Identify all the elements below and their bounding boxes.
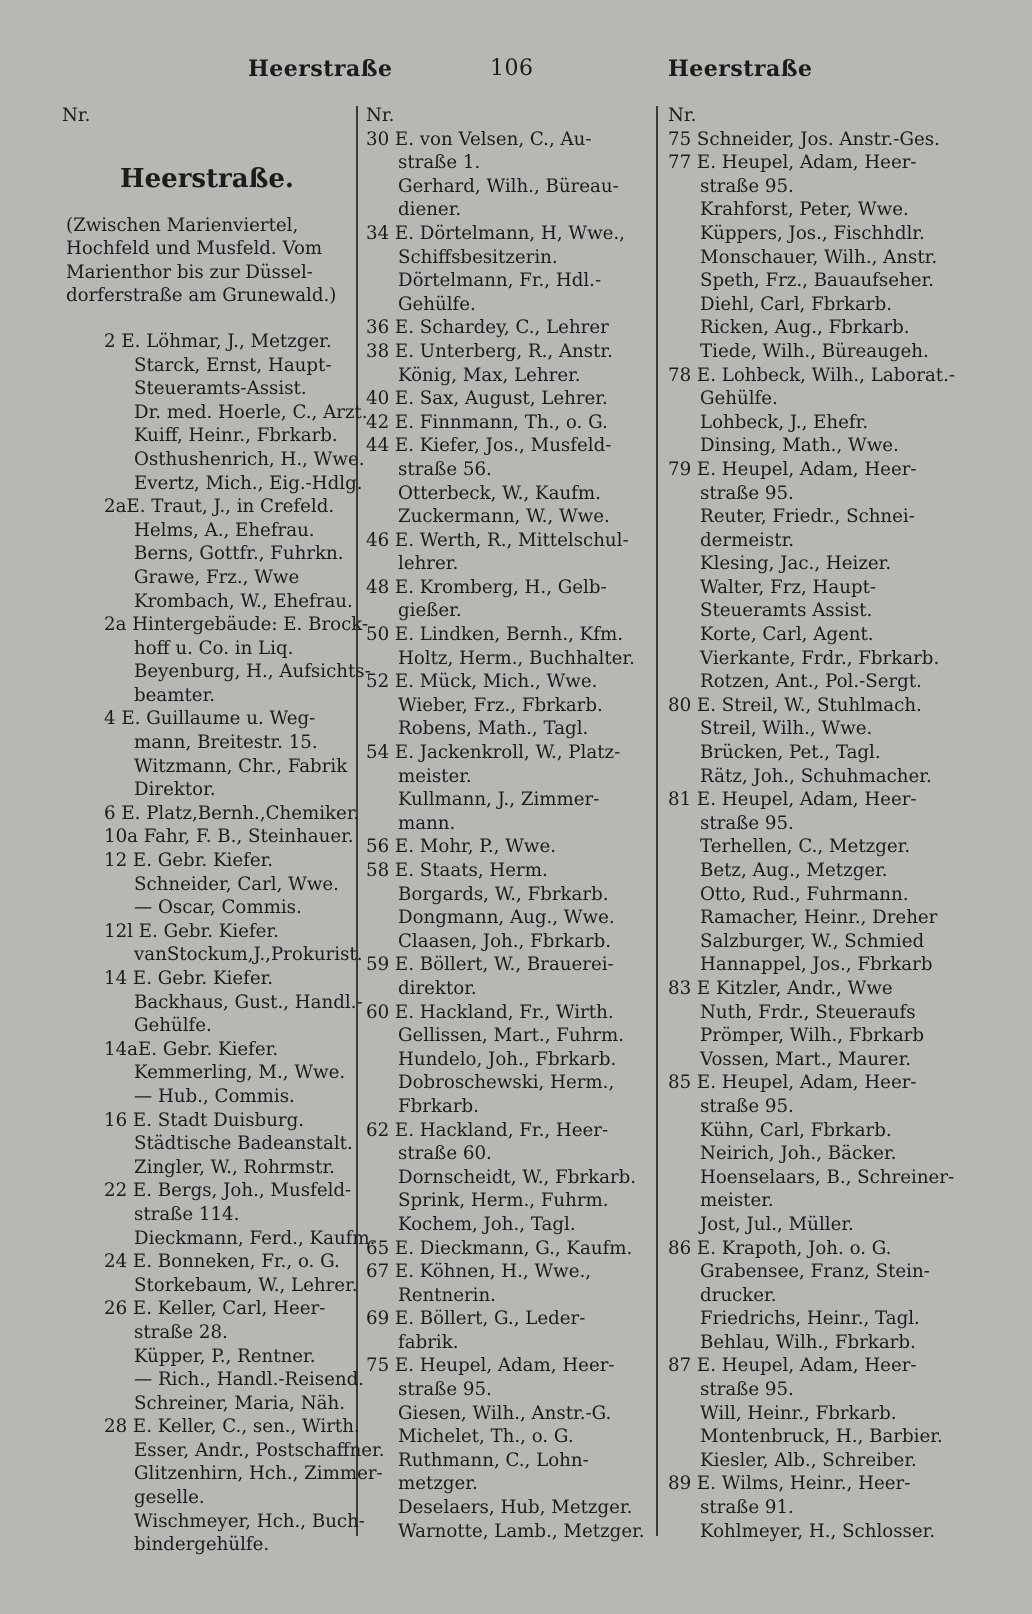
directory-entry: Jost, Jul., Müller. xyxy=(700,1213,854,1235)
directory-entry: 58 E. Staats, Herm. xyxy=(366,860,548,881)
directory-entry: straße 60. xyxy=(398,1143,492,1165)
directory-entry: 42 E. Finnmann, Th., o. G. xyxy=(366,411,608,433)
directory-entry: Dinsing, Math., Wwe. xyxy=(700,435,899,457)
directory-entry: 62 E. Hackland, Fr., Heer- xyxy=(366,1119,609,1141)
directory-entry: 83 E Kitzler, Andr., Wwe xyxy=(668,977,893,999)
directory-entry: straße 91. xyxy=(700,1497,794,1519)
directory-entry: Fbrkarb. xyxy=(398,1095,479,1117)
directory-entry: 22 E. Bergs, Joh., Musfeld- xyxy=(104,1180,352,1202)
directory-entry: Dobroschewski, Herm., xyxy=(398,1072,615,1094)
directory-entry: 67 E. Köhnen, H., Wwe., xyxy=(366,1261,592,1283)
page-number: 106 xyxy=(490,56,534,81)
directory-entry: 10a Fahr, F. B., Steinhauer. xyxy=(104,826,354,848)
directory-entry: 6 E. Platz,Bernh.,Chemiker. xyxy=(104,802,360,824)
directory-entry: Claasen, Joh., Fbrkarb. xyxy=(398,930,612,952)
directory-entry: 26 E. Keller, Carl, Heer- xyxy=(104,1298,326,1320)
directory-entry: 59 E. Böllert, W., Brauerei- xyxy=(366,954,614,976)
directory-entry: Dörtelmann, Fr., Hdl.- xyxy=(398,270,602,292)
directory-entry: — Hub., Commis. xyxy=(134,1085,295,1107)
column-2 xyxy=(366,104,656,1543)
directory-entry: 52 E. Mück, Mich., Wwe. xyxy=(366,671,598,693)
directory-entry: Storkebaum, W., Lehrer. xyxy=(134,1274,358,1296)
directory-entry: 2a Hintergebäude: E. Brock- xyxy=(104,614,369,636)
directory-entry: 48 E. Kromberg, H., Gelb- xyxy=(366,576,607,598)
directory-entry: 38 E. Unterberg, R., Anstr. xyxy=(366,340,613,362)
directory-entry: Evertz, Mich., Eig.-Hdlg. xyxy=(134,472,363,494)
directory-entry: beamter. xyxy=(134,684,216,706)
directory-entry: diener. xyxy=(398,199,462,221)
directory-entry: 34 E. Dörtelmann, H, Wwe., xyxy=(366,222,625,244)
directory-entry: Ricken, Aug., Fbrkarb. xyxy=(700,317,910,339)
column-1 xyxy=(62,104,385,1557)
directory-entry: straße 95. xyxy=(398,1379,492,1401)
directory-entry: 65 E. Dieckmann, G., Kaufm. xyxy=(366,1237,633,1259)
directory-entry: Robens, Math., Tagl. xyxy=(398,718,589,740)
directory-entry: lehrer. xyxy=(398,553,459,575)
directory-entry: Otto, Rud., Fuhrmann. xyxy=(700,883,909,905)
directory-entry: meister. xyxy=(398,765,472,787)
directory-entry: drucker. xyxy=(700,1284,777,1306)
directory-entry: Ruthmann, C., Lohn- xyxy=(398,1449,589,1471)
directory-entry: Küpper, P., Rentner. xyxy=(134,1345,316,1367)
directory-entry: 16 E. Stadt Duisburg. xyxy=(104,1109,305,1131)
directory-entry: 28 E. Keller, C., sen., Wirth. xyxy=(104,1416,360,1438)
directory-entry: Vierkante, Frdr., Fbrkarb. xyxy=(700,647,940,669)
directory-entry: Reuter, Friedr., Schnei- xyxy=(700,506,915,528)
directory-entry: 78 E. Lohbeck, Wilh., Laborat.- xyxy=(668,364,956,386)
directory-entry: Wieber, Frz., Fbrkarb. xyxy=(398,694,603,716)
directory-entry: Neirich, Joh., Bäcker. xyxy=(700,1143,897,1165)
directory-entry: 30 E. von Velsen, C., Au- xyxy=(366,128,592,150)
running-header-right: Heerstraße xyxy=(668,56,813,82)
directory-entry: Prömper, Wilh., Fbrkarb xyxy=(700,1025,925,1047)
directory-entry: Backhaus, Gust., Handl.- xyxy=(134,991,363,1013)
directory-entry: Helms, A., Ehefrau. xyxy=(134,519,315,541)
street-title: Heerstraße. xyxy=(120,163,294,194)
directory-entry: 81 E. Heupel, Adam, Heer- xyxy=(668,789,917,811)
directory-entry: 24 E. Bonneken, Fr., o. G. xyxy=(104,1251,340,1273)
directory-entry: Dieckmann, Ferd., Kaufm. xyxy=(134,1227,376,1249)
directory-entry: straße 28. xyxy=(134,1321,228,1343)
directory-entry: Betz, Aug., Metzger. xyxy=(700,860,888,881)
column-3 xyxy=(668,104,968,1543)
directory-entry: 4 E. Guillaume u. Weg- xyxy=(104,708,316,730)
directory-entry: Steueramts-Assist. xyxy=(134,378,307,400)
directory-entry: Osthushenrich, H., Wwe. xyxy=(134,448,365,470)
column-divider xyxy=(656,106,658,1536)
directory-entry: straße 95. xyxy=(700,482,794,504)
nr-heading: Nr. xyxy=(62,105,91,126)
directory-entry: König, Max, Lehrer. xyxy=(398,364,581,386)
directory-entry: — Rich., Handl.-Reisend. xyxy=(134,1369,365,1391)
directory-entry: meister. xyxy=(700,1190,774,1212)
directory-entry: 14 E. Gebr. Kiefer. xyxy=(104,968,274,989)
directory-entry: Diehl, Carl, Fbrkarb. xyxy=(700,293,893,315)
directory-entry: straße 95. xyxy=(700,1379,794,1401)
directory-entry: Brücken, Pet., Tagl. xyxy=(700,742,881,764)
directory-entry: Gerhard, Wilh., Büreau- xyxy=(398,175,619,197)
directory-entry: 56 E. Mohr, P., Wwe. xyxy=(366,836,557,858)
directory-entry: 79 E. Heupel, Adam, Heer- xyxy=(668,458,917,480)
street-intro xyxy=(62,214,352,308)
intro-line: Hochfeld und Musfeld. Vom xyxy=(66,238,323,260)
intro-line: Marienthor bis zur Düssel- xyxy=(66,261,313,283)
directory-entry: Rätz, Joh., Schuhmacher. xyxy=(700,765,932,787)
directory-entry: Grabensee, Franz, Stein- xyxy=(700,1261,930,1283)
directory-entry: Städtische Badeanstalt. xyxy=(134,1133,353,1155)
directory-entry: Esser, Andr., Postschaffner. xyxy=(134,1439,385,1461)
directory-entry: 46 E. Werth, R., Mittelschul- xyxy=(366,529,629,551)
spacer xyxy=(62,308,352,330)
directory-entry: direktor. xyxy=(398,977,477,999)
directory-entry: mann, Breitestr. 15. xyxy=(134,732,318,754)
directory-entry: Montenbruck, H., Barbier. xyxy=(700,1426,943,1448)
directory-entry: straße 95. xyxy=(700,1095,794,1117)
directory-entry: Borgards, W., Fbrkarb. xyxy=(398,883,609,905)
directory-entry: Tiede, Wilh., Büreaugeh. xyxy=(700,340,929,362)
directory-entry: Giesen, Wilh., Anstr.-G. xyxy=(398,1402,612,1424)
directory-entry: Michelet, Th., o. G. xyxy=(398,1426,574,1448)
intro-line: (Zwischen Marienviertel, xyxy=(66,214,299,236)
directory-entry: Speth, Frz., Bauaufseher. xyxy=(700,270,934,292)
directory-entry: gießer. xyxy=(398,600,462,622)
directory-entry: bindergehülfe. xyxy=(134,1534,270,1556)
directory-entry: straße 95. xyxy=(700,175,794,197)
directory-entry: Salzburger, W., Schmied xyxy=(700,930,925,952)
entries-column-3 xyxy=(668,128,968,1544)
directory-entry: Otterbeck, W., Kaufm. xyxy=(398,482,601,504)
directory-entry: Kuiff, Heinr., Fbrkarb. xyxy=(134,425,338,447)
directory-entry: Friedrichs, Heinr., Tagl. xyxy=(700,1308,920,1330)
directory-entry: Nuth, Frdr., Steueraufs xyxy=(700,1001,916,1023)
directory-entry: Kemmerling, M., Wwe. xyxy=(134,1062,346,1084)
directory-entry: Küppers, Jos., Fischhdlr. xyxy=(700,222,925,244)
directory-entry: 50 E. Lindken, Bernh., Kfm. xyxy=(366,624,624,646)
directory-entry: Grawe, Frz., Wwe xyxy=(134,566,300,588)
intro-line: dorferstraße am Grunewald.) xyxy=(66,285,337,307)
directory-entry: Sprink, Herm., Fuhrm. xyxy=(398,1190,609,1212)
directory-entry: Berns, Gottfr., Fuhrkn. xyxy=(134,543,344,565)
directory-entry: 44 E. Kiefer, Jos., Musfeld- xyxy=(366,435,612,457)
directory-entry: 75 E. Heupel, Adam, Heer- xyxy=(366,1355,615,1377)
directory-entry: dermeistr. xyxy=(700,529,795,551)
directory-entry: Direktor. xyxy=(134,779,216,801)
directory-entry: Walter, Frz, Haupt- xyxy=(700,576,877,598)
directory-entry: mann. xyxy=(398,812,456,834)
directory-entry: Rotzen, Ant., Pol.-Sergt. xyxy=(700,671,922,693)
directory-entry: vanStockum,J.,Prokurist. xyxy=(134,944,363,966)
directory-entry: — Oscar, Commis. xyxy=(134,897,302,919)
directory-entry: Korte, Carl, Agent. xyxy=(700,624,874,646)
directory-entry: Zuckermann, W., Wwe. xyxy=(398,506,610,528)
directory-entry: 75 Schneider, Jos. Anstr.-Ges. xyxy=(668,128,940,150)
directory-entry: fabrik. xyxy=(398,1331,459,1353)
directory-entry: Kochem, Joh., Tagl. xyxy=(398,1213,576,1235)
directory-entry: Dr. med. Hoerle, C., Arzt. xyxy=(134,401,368,423)
directory-entry: Klesing, Jac., Heizer. xyxy=(700,553,892,575)
directory-entry: Gehülfe. xyxy=(398,293,476,315)
directory-entry: Hannappel, Jos., Fbrkarb xyxy=(700,954,933,976)
directory-entry: Gehülfe. xyxy=(700,388,778,410)
directory-entry: 77 E. Heupel, Adam, Heer- xyxy=(668,152,917,174)
directory-entry: Gehülfe. xyxy=(134,1015,212,1037)
entries-column-1 xyxy=(62,330,385,1557)
directory-entry: Glitzenhirn, Hch., Zimmer- xyxy=(134,1463,383,1485)
directory-entry: Schiffsbesitzerin. xyxy=(398,246,558,268)
directory-entry: 80 E. Streil, W., Stuhlmach. xyxy=(668,694,922,716)
directory-entry: Kullmann, J., Zimmer- xyxy=(398,789,600,811)
directory-entry: 54 E. Jackenkroll, W., Platz- xyxy=(366,742,621,764)
directory-entry: Kohlmeyer, H., Schlosser. xyxy=(700,1520,936,1542)
directory-entry: Steueramts Assist. xyxy=(700,600,873,622)
directory-entry: Schreiner, Maria, Näh. xyxy=(134,1392,346,1414)
directory-entry: hoff u. Co. in Liq. xyxy=(134,637,294,659)
directory-entry: straße 56. xyxy=(398,458,492,480)
directory-entry: 89 E. Wilms, Heinr., Heer- xyxy=(668,1473,911,1495)
directory-entry: Hundelo, Joh., Fbrkarb. xyxy=(398,1048,617,1070)
directory-entry: 2aE. Traut, J., in Crefeld. xyxy=(104,496,335,518)
directory-entry: 36 E. Schardey, C., Lehrer xyxy=(366,317,609,339)
directory-entry: 12 E. Gebr. Kiefer. xyxy=(104,850,274,872)
directory-entry: Krahforst, Peter, Wwe. xyxy=(700,199,909,221)
directory-entry: Beyenburg, H., Aufsichts- xyxy=(134,661,371,683)
directory-entry: 60 E. Hackland, Fr., Wirth. xyxy=(366,1001,614,1023)
directory-entry: 40 E. Sax, August, Lehrer. xyxy=(366,388,608,410)
directory-entry: Deselaers, Hub, Metzger. xyxy=(398,1497,633,1519)
directory-entry: 87 E. Heupel, Adam, Heer- xyxy=(668,1355,917,1377)
running-header-left: Heerstraße xyxy=(248,56,393,82)
directory-entry: Wischmeyer, Hch., Buch- xyxy=(134,1510,365,1532)
directory-entry: Warnotte, Lamb., Metzger. xyxy=(398,1520,645,1542)
directory-entry: Terhellen, C., Metzger. xyxy=(700,836,911,858)
directory-entry: Rentnerin. xyxy=(398,1284,496,1306)
directory-entry: Streil, Wilh., Wwe. xyxy=(700,718,873,740)
directory-entry: 2 E. Löhmar, J., Metzger. xyxy=(104,330,332,352)
directory-entry: Will, Heinr., Fbrkarb. xyxy=(700,1402,897,1424)
directory-entry: 14aE. Gebr. Kiefer. xyxy=(104,1038,279,1060)
directory-entry: Holtz, Herm., Buchhalter. xyxy=(398,647,635,669)
directory-entry: Behlau, Wilh., Fbrkarb. xyxy=(700,1331,916,1353)
directory-entry: straße 1. xyxy=(398,152,481,174)
directory-entry: Dongmann, Aug., Wwe. xyxy=(398,907,615,929)
directory-entry: Monschauer, Wilh., Anstr. xyxy=(700,246,938,268)
directory-entry: Zingler, W., Rohrmstr. xyxy=(134,1156,335,1178)
directory-entry: Hoenselaars, B., Schreiner- xyxy=(700,1166,955,1188)
directory-entry: 12l E. Gebr. Kiefer. xyxy=(104,920,279,942)
nr-heading: Nr. xyxy=(668,105,697,126)
directory-entry: Witzmann, Chr., Fabrik xyxy=(134,755,348,777)
directory-entry: 69 E. Böllert, G., Leder- xyxy=(366,1308,586,1330)
directory-entry: metzger. xyxy=(398,1473,478,1495)
directory-entry: Starck, Ernst, Haupt- xyxy=(134,354,332,376)
entries-column-2 xyxy=(366,128,656,1544)
directory-entry: 86 E. Krapoth, Joh. o. G. xyxy=(668,1237,892,1259)
directory-entry: Gellissen, Mart., Fuhrm. xyxy=(398,1025,625,1047)
directory-entry: 85 E. Heupel, Adam, Heer- xyxy=(668,1072,917,1094)
directory-entry: Dornscheidt, W., Fbrkarb. xyxy=(398,1166,637,1188)
directory-entry: Kühn, Carl, Fbrkarb. xyxy=(700,1119,892,1141)
directory-entry: Kiesler, Alb., Schreiber. xyxy=(700,1449,917,1471)
nr-heading: Nr. xyxy=(366,105,395,126)
directory-entry: straße 114. xyxy=(134,1203,240,1225)
directory-entry: Schneider, Carl, Wwe. xyxy=(134,873,339,895)
directory-entry: Ramacher, Heinr., Dreher xyxy=(700,907,938,929)
directory-entry: straße 95. xyxy=(700,812,794,834)
directory-entry: Krombach, W., Ehefrau. xyxy=(134,590,353,612)
directory-entry: Vossen, Mart., Maurer. xyxy=(700,1048,912,1070)
directory-entry: geselle. xyxy=(134,1487,205,1509)
directory-entry: Lohbeck, J., Ehefr. xyxy=(700,411,869,433)
